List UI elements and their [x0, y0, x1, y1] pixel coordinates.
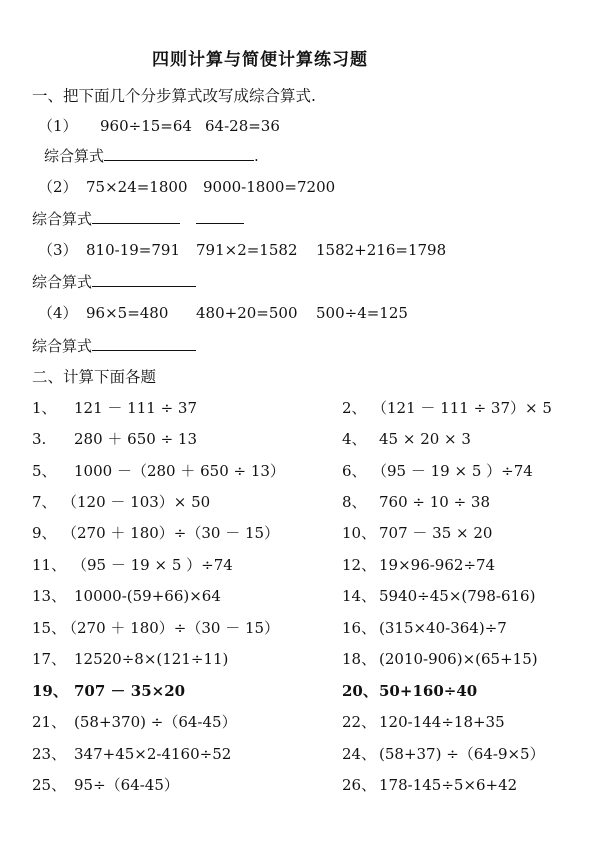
problem-number: 8、 [342, 493, 367, 511]
problem-expression: 280 ＋ 650 ÷ 13 [74, 430, 197, 448]
item2-step1: 75×24=1800 [86, 178, 188, 196]
problem-number: 6、 [342, 462, 367, 480]
item4-step3: 500÷4=125 [316, 304, 408, 322]
combined-label: 综合算式 [32, 337, 93, 355]
problem-expression: (58+37) ÷（64-9×5） [379, 745, 545, 763]
problem-number: 4、 [342, 430, 367, 448]
problem-expression: （120 － 103）× 50 [62, 493, 211, 511]
item2-step2: 9000-1800=7200 [203, 178, 336, 196]
problem-expression: 1000 －（280 ＋ 650 ÷ 13） [74, 462, 285, 480]
problem-expression: 10000-(59+66)×64 [74, 587, 221, 605]
problem-expression: 5940÷45×(798-616) [379, 587, 536, 605]
problem-number: 25、 [32, 776, 67, 794]
problem-number: 15、 [32, 619, 67, 637]
problem-expression: （95 － 19 × 5 ）÷74 [372, 462, 533, 480]
problem-number: 7、 [32, 493, 57, 511]
problem-expression: 19×96-962÷74 [379, 556, 496, 574]
problem-expression: 707 － 35 × 20 [379, 524, 493, 542]
item4-answer-row [32, 336, 196, 356]
section2-heading: 二、计算下面各题 [32, 368, 157, 386]
problem-expression: 707 － 35×20 [74, 682, 186, 700]
problem-expression: （270 ＋ 180）÷（30 － 15） [62, 619, 280, 637]
item4-step2: 480+20=500 [196, 304, 298, 322]
problem-expression: （121 － 111 ÷ 37）× 5 [372, 399, 552, 417]
item3-step1: 810-19=791 [86, 241, 180, 259]
problem-expression: （270 ＋ 180）÷（30 － 15） [62, 524, 280, 542]
answer-blank[interactable] [92, 272, 196, 287]
problem-expression: 178-145÷5×6+42 [379, 776, 518, 794]
problem-number: 17、 [32, 650, 67, 668]
problem-number: 14、 [342, 587, 377, 605]
problem-expression: 760 ÷ 10 ÷ 38 [379, 493, 491, 511]
problem-number: 26、 [342, 776, 377, 794]
answer-blank[interactable] [196, 209, 244, 224]
section1-heading: 一、把下面几个分步算式改写成综合算式. [32, 87, 316, 105]
problem-number: 5、 [32, 462, 57, 480]
period: . [254, 147, 259, 165]
problem-number: 11、 [32, 556, 67, 574]
item3-number: （3） [38, 241, 78, 259]
problem-number: 21、 [32, 713, 67, 731]
item1-answer-row [44, 146, 259, 166]
answer-blank[interactable] [104, 146, 254, 161]
page-title: 四则计算与简便计算练习题 [152, 50, 368, 70]
item2-answer-row [32, 209, 244, 229]
problem-number: 9、 [32, 524, 57, 542]
problem-number: 12、 [342, 556, 377, 574]
combined-label: 综合算式 [32, 210, 93, 228]
problem-number: 20、 [342, 682, 378, 700]
problem-expression: 121 － 111 ÷ 37 [74, 399, 197, 417]
problem-number: 16、 [342, 619, 377, 637]
item2-number: （2） [38, 178, 78, 196]
problem-expression: (58+370) ÷（64-45） [74, 713, 237, 731]
item3-answer-row [32, 272, 196, 292]
item3-step3: 1582+216=1798 [316, 241, 447, 259]
item1-step2: 64-28=36 [205, 117, 280, 135]
problem-number: 10、 [342, 524, 377, 542]
problem-number: 13、 [32, 587, 67, 605]
problem-expression: 45 × 20 × 3 [379, 430, 471, 448]
answer-blank[interactable] [92, 209, 180, 224]
problem-number: 2、 [342, 399, 367, 417]
item1-step1: 960÷15=64 [100, 117, 192, 135]
problem-expression: 95÷（64-45） [74, 776, 179, 794]
problem-number: 22、 [342, 713, 377, 731]
problem-number: 3. [32, 430, 47, 448]
problem-expression: 50+160÷40 [379, 682, 478, 700]
problem-expression: （95 － 19 × 5 ）÷74 [72, 556, 233, 574]
problem-expression: 120-144÷18+35 [379, 713, 505, 731]
combined-label: 综合算式 [44, 147, 105, 165]
problem-expression: 12520÷8×(121÷11) [74, 650, 229, 668]
problem-expression: (2010-906)×(65+15) [379, 650, 538, 668]
combined-label: 综合算式 [32, 273, 93, 291]
problem-expression: (315×40-364)÷7 [379, 619, 507, 637]
problem-number: 24、 [342, 745, 377, 763]
problem-number: 19、 [32, 682, 68, 700]
item3-step2: 791×2=1582 [196, 241, 298, 259]
answer-blank[interactable] [92, 336, 196, 351]
problem-number: 18、 [342, 650, 377, 668]
item1-number: （1） [38, 117, 78, 135]
problem-expression: 347+45×2-4160÷52 [74, 745, 232, 763]
problem-number: 1、 [32, 399, 57, 417]
item4-number: （4） [38, 304, 78, 322]
problem-number: 23、 [32, 745, 67, 763]
item4-step1: 96×5=480 [86, 304, 169, 322]
